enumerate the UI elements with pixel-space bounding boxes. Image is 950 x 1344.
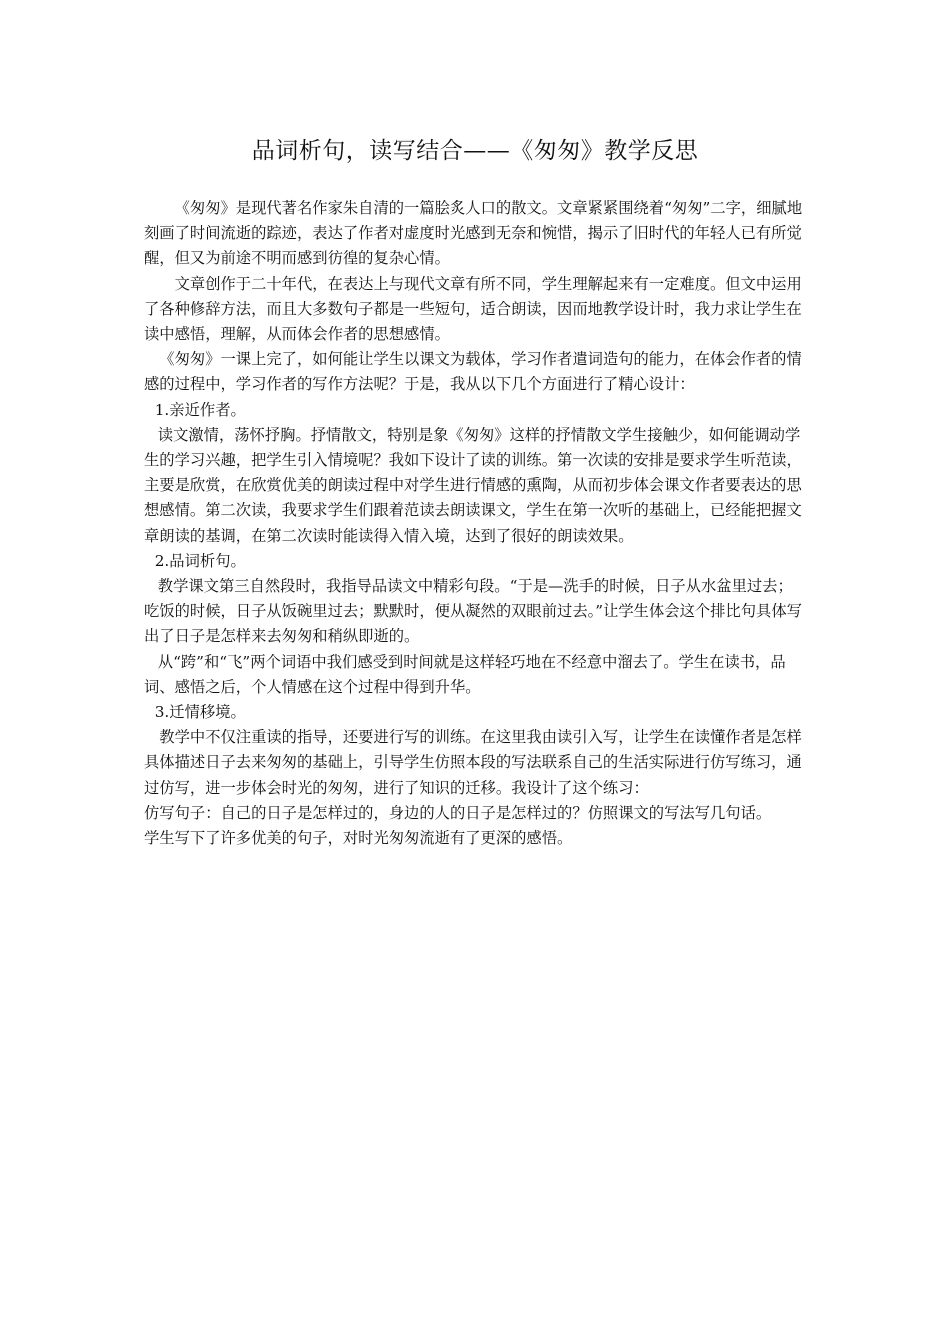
document-body	[144, 196, 808, 851]
section-heading-2: 2.品词析句。	[154, 551, 246, 570]
paragraph-design-overview: 《匆匆》一课上完了，如何能让学生以课文为载体，学习作者遣词造句的能力，在体会作者的情感的过程中，学习作者的写作方法呢？于是，我从以下几个方面进行了精心设计：	[144, 350, 802, 394]
paragraph-reading-training: 读文激情，荡怀抒胸。抒情散文，特别是象《匆匆》这样的抒情散文学生接触少，如何能调动学生的学习兴趣，把学生引入情境呢？我如下设计了读的训练。第一次读的安排是要求学生听范读，主要是欣赏，在欣赏优美的朗读过程中对学生进行情感的熏陶，从而初步体会课文作者要表达的思想感情。第二次读，我要求学生们跟着范读去朗读课文，学生在第一次听的基础上，已经能把握文章朗读的基调，在第二次读时能读得入情入境，达到了很好的朗读效果。	[144, 425, 802, 545]
section-heading-1: 1.亲近作者。	[154, 400, 246, 419]
paragraph-intro: 《匆匆》是现代著名作家朱自清的一篇脍炙人口的散文。文章紧紧围绕着“匆匆”二字，细腻地刻画了时间流逝的踪迹，表达了作者对虚度时光感到无奈和惋惜，揭示了旧时代的年轻人已有所觉醒，但又为前途不明而感到彷徨的复杂心情。	[144, 199, 803, 268]
paragraph-sentence-analysis: 教学课文第三自然段时，我指导品读文中精彩句段。“于是—洗手的时候，日子从水盆里过去；吃饭的时候，日子从饭碗里过去；默默时，便从凝然的双眼前过去。”让学生体会这个排比句具体写出了日子是怎样来去匆匆和稍纵即逝的。	[144, 577, 802, 646]
document-title: 品词析句，读写结合——《匆匆》教学反思	[251, 138, 699, 164]
paragraph-background: 文章创作于二十年代，在表达上与现代文章有所不同，学生理解起来有一定难度。但文中运用了各种修辞方法，而且大多数句子都是一些短句，适合朗读，因而地教学设计时，我力求让学生在读中感悟，理解，从而体会作者的思想感情。	[144, 274, 802, 344]
paragraph-conclusion: 学生写下了许多优美的句子，对时光匆匆流逝有了更深的感悟。	[144, 829, 573, 848]
paragraph-exercise: 仿写句子：自己的日子是怎样过的，身边的人的日子是怎样过的？仿照课文的写法写几句话。	[144, 803, 772, 822]
paragraph-writing-training: 教学中不仅注重读的指导，还要进行写的训练。在这里我由读引入写，让学生在读懂作者是怎样具体描述日子去来匆匆的基础上，引导学生仿照本段的写法联系自己的生活实际进行仿写练习，通过仿写，进一步体会时光的匆匆，进行了知识的迁移。我设计了这个练习：	[144, 728, 802, 797]
section-heading-3: 3.迁情移境。	[154, 703, 246, 722]
paragraph-word-analysis: 从“跨”和“飞”两个词语中我们感受到时间就是这样轻巧地在不经意中溜去了。学生在读书，品词、感悟之后，个人情感在这个过程中得到升华。	[144, 652, 786, 696]
